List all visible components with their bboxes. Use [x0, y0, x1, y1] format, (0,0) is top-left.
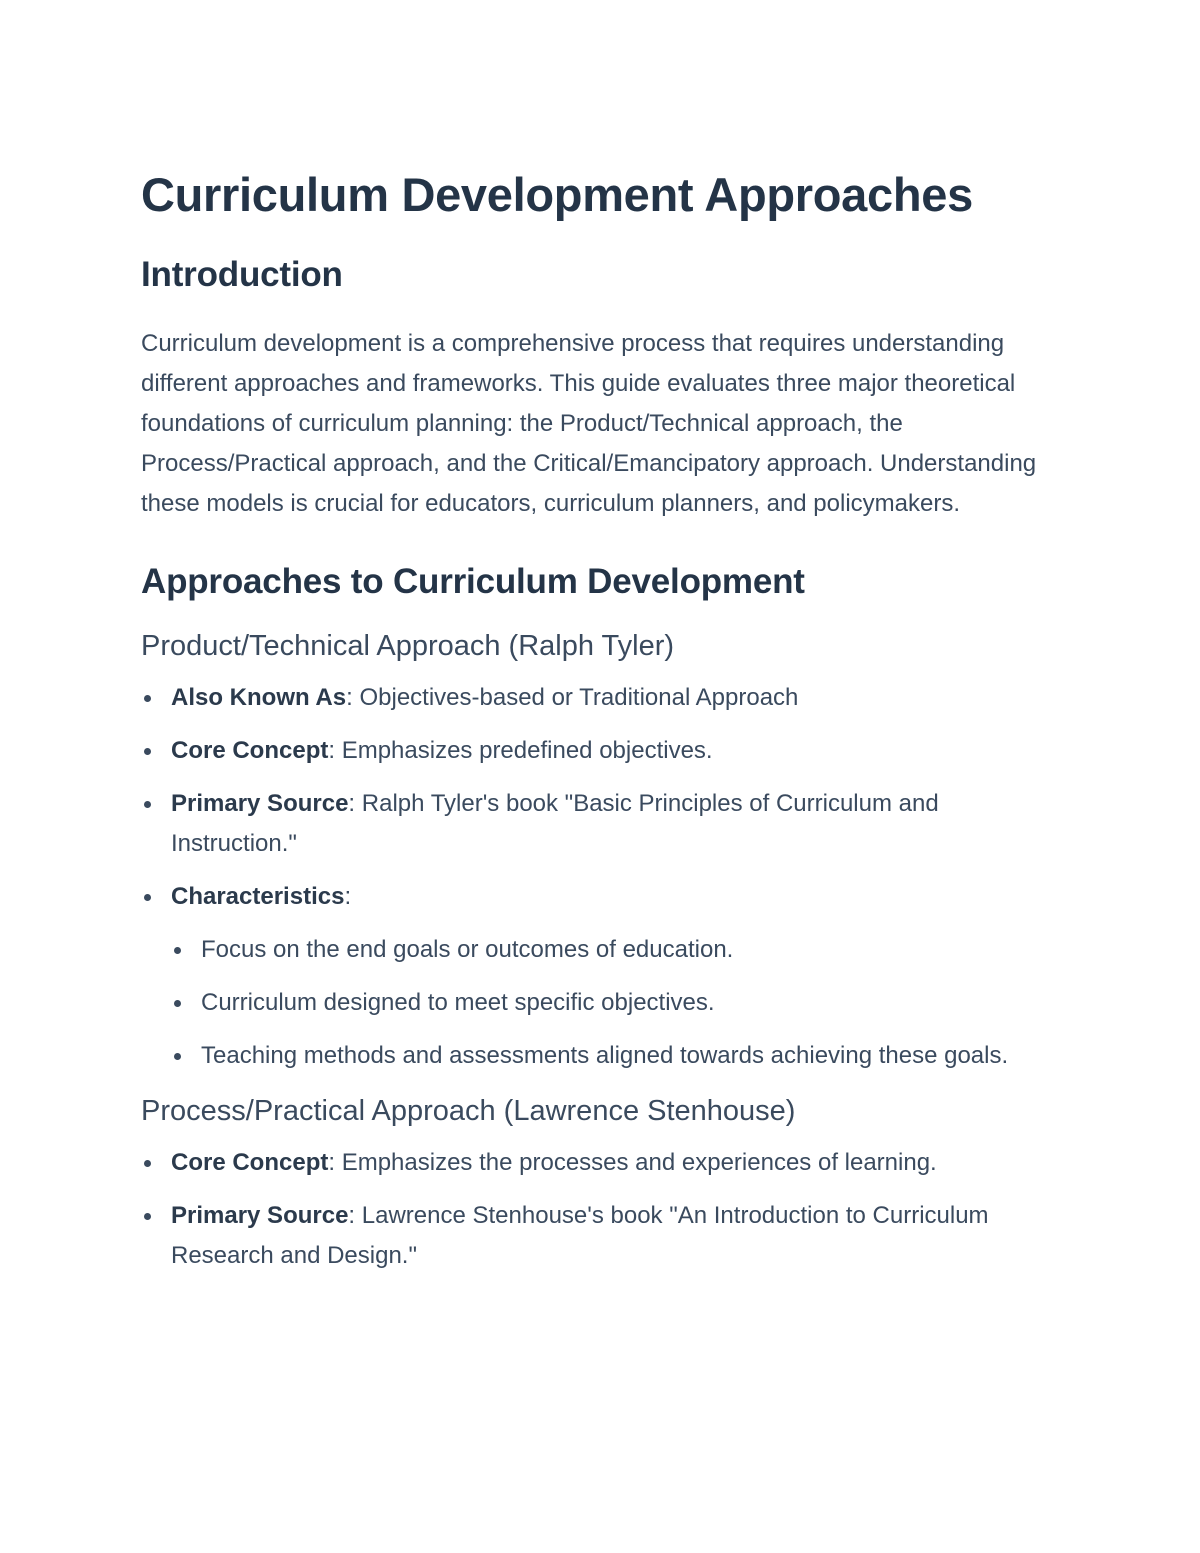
list-item-primary-source [141, 1196, 1071, 1276]
term-separator: : [344, 883, 352, 910]
tyler-approach-list [141, 678, 1071, 1076]
sublist-item: Teaching methods and assessments aligned towards achieving these goals. [171, 1036, 1071, 1076]
term-label: Primary Source [171, 790, 349, 817]
sublist-item: Focus on the end goals or outcomes of education. [171, 930, 1071, 970]
term-description: Emphasizes the processes and experiences of learning. [341, 1149, 937, 1176]
list-item-core-concept [141, 1143, 1071, 1183]
term-separator: : [328, 1149, 342, 1176]
term-description: Lawrence Stenhouse's book "An Introduction to Curriculum Research and Design." [171, 1202, 989, 1269]
term-label: Core Concept [171, 737, 329, 764]
page-title: Curriculum Development Approaches [141, 168, 973, 221]
list-item-also-known-as [141, 678, 1071, 718]
term-separator: : [348, 790, 362, 817]
term-separator: : [346, 684, 360, 711]
sublist-item: Curriculum designed to meet specific objectives. [171, 983, 1071, 1023]
term-label: Core Concept [171, 1149, 329, 1176]
stenhouse-approach-list [141, 1143, 1071, 1276]
term-description: Objectives-based or Traditional Approach [359, 684, 799, 711]
characteristics-sublist [171, 930, 1071, 1076]
term-separator: : [328, 737, 342, 764]
list-item-primary-source [141, 784, 1071, 864]
term-description: Emphasizes predefined objectives. [341, 737, 713, 764]
list-item-characteristics [141, 877, 1071, 1076]
tyler-approach-heading: Product/Technical Approach (Ralph Tyler) [141, 630, 675, 662]
introduction-paragraph: Curriculum development is a comprehensive process that requires understanding different approaches and frameworks. This guide evaluates three major theoretical foundations of curriculum planning: the Product/Technical approach, the Process/Practical approach, and the Critical/Emancipatory approach. Understanding these models is crucial for educators, curriculum planners, and policymakers. [141, 330, 1037, 517]
introduction-heading: Introduction [141, 255, 343, 294]
approaches-heading: Approaches to Curriculum Development [141, 562, 805, 601]
document-page [141, 160, 1071, 1289]
term-label: Primary Source [171, 1202, 349, 1229]
term-label: Characteristics [171, 883, 345, 910]
term-description: Ralph Tyler's book "Basic Principles of Curriculum and Instruction." [171, 790, 939, 857]
term-label: Also Known As [171, 684, 347, 711]
stenhouse-approach-heading: Process/Practical Approach (Lawrence Stenhouse) [141, 1095, 796, 1127]
term-separator: : [348, 1202, 362, 1229]
list-item-core-concept [141, 731, 1071, 771]
